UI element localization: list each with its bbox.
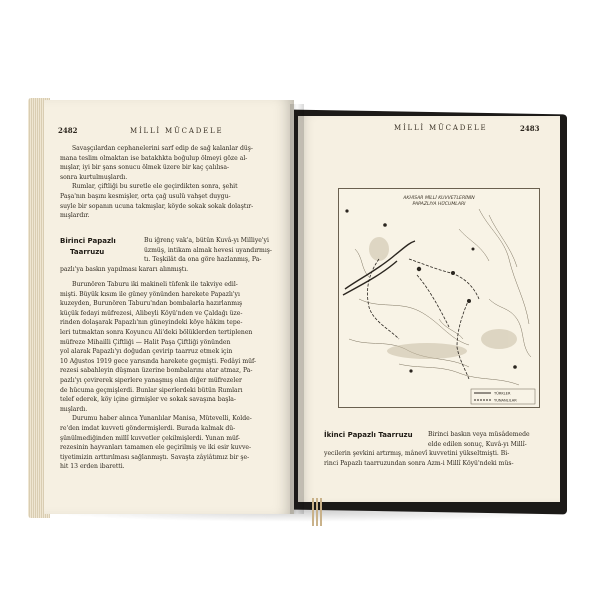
text-line: Savaşçılardan cephanelerini sarf edip de sağ kalanlar düş- (72, 145, 253, 152)
battle-map (338, 188, 540, 408)
right-body-text (324, 449, 554, 468)
text-line: mişti. Büyük kısım ile güney yönünden harekete Papazlı'yı (60, 290, 240, 298)
text-line: tı. Teşkilât da ona göre hazlanmış, Pa- (144, 256, 262, 264)
left-page (44, 100, 294, 514)
text-line: leri tutmaktan sonra Koyuncu Ali'deki bölüklerden tertiplenen (60, 328, 253, 336)
text-line: rinci Papazlı taarruzundan sonra Azm-i Millî Köyü'ndeki müs- (324, 459, 514, 467)
text-line: yecilerin şevkini artırmış, mânevî kuvvetini yükseltmişti. Bi- (324, 450, 510, 457)
text-line: mana teslim olmaktan ise batakhkta boğulup ölmeyi göze al- (60, 154, 248, 162)
right-page (298, 116, 560, 502)
text-line: rinden dolaşarak Papazlı'nın güneyindeki köye hâkim tepe- (60, 319, 243, 327)
body-text (60, 280, 274, 472)
text-line: Birinci baskın veya müsâdemede (428, 431, 530, 438)
text-line: de hücuma geçmişlerdi. Bunlar siperlerdeki bütün Rumları (60, 386, 243, 394)
text-line: elde edilen sonuç, Kuvâ-yı Millî- (428, 440, 527, 448)
text-line: suyle bir sopanın ucuna takmışlar, köyde sokak sokak dolaştır- (60, 202, 254, 210)
text-line: rezesi sabahleyin düşman üzerine bombalarını atar atmaz, Pa- (60, 367, 253, 375)
section-heading-line: Taarruzu (70, 248, 105, 256)
right-running-header: MİLLİ MÜCADELE (394, 124, 488, 132)
map-legend-label: TÜRKLER (494, 391, 511, 396)
text-line: sonra kurtulmuşlardı. (60, 173, 128, 181)
section-heading-line: Birinci Papazlı (60, 237, 116, 245)
text-line: mışlardı. (60, 405, 88, 413)
text-line: mışlardır. (60, 212, 90, 220)
text-line: Bu iğrenç vak'a, bütün Kuvâ-yı Milliye'yi (144, 237, 269, 244)
map-legend-label: YUNANLILAR (494, 398, 517, 403)
map-terrain-lines (349, 209, 531, 385)
left-running-header: MİLLİ MÜCADELE (130, 127, 224, 135)
text-line: pazlı'yı çevirerek siperlere yanaşmış olan diğer müfrezeler (60, 376, 242, 384)
text-line: küçük fedayi müfrezesi, Alibeyli Köyü'nden ve Çaldağı üze- (60, 309, 243, 317)
text-line: şünülmediğinden millî kuvvetler çekilmişlerdi. Yunan müf- (60, 434, 240, 442)
text-line: hit 13 erden ibaretti. (60, 463, 125, 471)
book-gutter (290, 104, 304, 514)
text-line: üzmüş, intikam almak hevesi uyandırmış- (144, 246, 272, 254)
right-page-number: 2483 (520, 124, 540, 133)
text-line: tiyetimizin arttırılması sağlanmıştı. Savaşta zâyiâtımız bir şe- (60, 453, 250, 461)
intro-text (60, 144, 274, 221)
text-line: re'den imdat kuvveti göndermişlerdi. Burada kalmak dü- (60, 424, 236, 432)
text-line: telef ederek, köy içine girmişler ve sokak savaşına başla- (60, 396, 236, 404)
section-heading-second-papazli: İkinci Papazlı Taarruzu (324, 431, 413, 439)
map-hill-hatching (369, 237, 517, 359)
text-line: Durumu haber alınca Yunanlılar Manisa, Mütevelli, Kolde- (72, 415, 252, 423)
section-heading-first-papazli (60, 236, 116, 258)
text-line: 10 Ağustos 1919 gece yarısında harekete geçmişti. Fedâyi müf- (60, 357, 257, 365)
text-line: rezesinin hayvanları tamamen ele geçirilmiş ve iki esir kuvve- (60, 444, 252, 452)
text-line: pazlı'ya baskın yapılması kararı alınmıştı. (60, 266, 189, 273)
text-line: müfreze Mihailli Çiftliği — Halit Paşa Çiftliği yönünden (60, 338, 231, 346)
text-line: Paşa'nın başını kesmişler, orta çağ usulü vahşet duygu- (60, 192, 231, 200)
text-line: mışlar, iyi bir şans sonucu ölmek üzere bir kaç çalılısa- (60, 164, 230, 172)
section-text-continued (60, 265, 274, 275)
text-line: Rumlar, çiftliği bu suretle ele geçirdikten sonra, şehit (72, 183, 238, 191)
bookmark-ribbon (310, 498, 326, 526)
map-drawing (339, 189, 539, 407)
map-title-line: PAPAZLIYA HÜCUMLARI (412, 202, 466, 207)
map-legend (471, 389, 535, 404)
left-page-number: 2482 (58, 126, 78, 135)
text-line: yol alarak Papazlı'yı doğudan çevirip taarruz etmek için (60, 348, 233, 356)
map-title-line: AKHİSAR MİLLİ KUVVETLERİNİN (403, 196, 475, 201)
right-section-text (428, 430, 554, 449)
text-line: kuzeyden, Burunören Taburu'ndan bombalarla hazırlanmış (60, 300, 243, 308)
section-text (144, 236, 274, 265)
text-line: Burunören Taburu iki makineli tüfenk ile takviye edil- (72, 281, 238, 288)
map-attack-routes (367, 259, 479, 379)
